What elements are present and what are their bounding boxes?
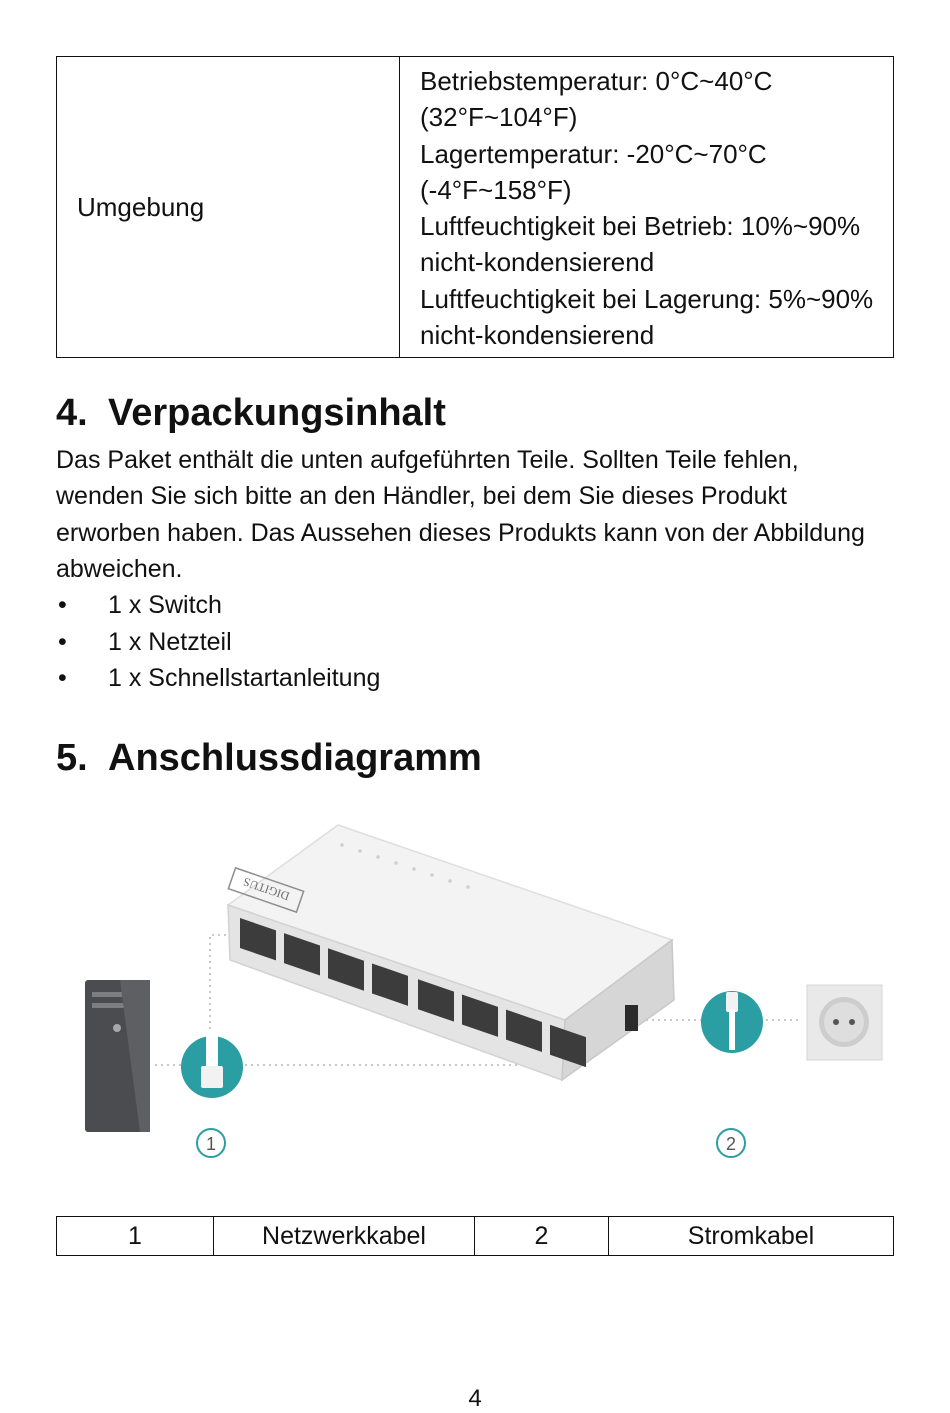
section-title: Verpackungsinhalt <box>108 392 446 434</box>
legend-number-1: 1 <box>57 1217 214 1256</box>
package-items-list <box>56 587 380 697</box>
section-title: Anschlussdiagramm <box>108 737 482 779</box>
wall-socket-icon <box>807 985 882 1060</box>
item-text: 1 x Switch <box>108 591 222 619</box>
callout-2-number: 2 <box>725 1134 737 1154</box>
section-heading-connection-diagram <box>56 737 482 780</box>
spec-line: (32°F~104°F) <box>420 102 578 133</box>
page-number: 4 <box>468 1385 482 1412</box>
legend-label-power-cable: Stromkabel <box>609 1217 894 1256</box>
callout-1 <box>197 1129 225 1157</box>
section-number: 4. <box>56 392 88 434</box>
connection-diagram <box>80 810 900 1170</box>
spec-line: nicht-kondensierend <box>420 247 655 278</box>
bullet: • <box>58 591 67 619</box>
spec-line: Lagertemperatur: -20°C~70°C <box>420 138 767 169</box>
section-number: 5. <box>56 737 88 779</box>
legend-label-network-cable: Netzwerkkabel <box>214 1217 475 1256</box>
spec-line: (-4°F~158°F) <box>420 174 572 205</box>
list-item <box>56 587 380 624</box>
spec-line: Betriebstemperatur: 0°C~40°C <box>420 66 773 96</box>
environment-spec-table <box>56 56 894 358</box>
logo-text: DIGITUS <box>241 874 292 904</box>
spec-line: nicht-kondensierend <box>420 320 655 351</box>
power-cable-icon <box>701 991 763 1053</box>
list-item <box>56 624 380 661</box>
section-heading-package-contents <box>56 392 446 435</box>
power-jack <box>625 1005 638 1031</box>
callout-2 <box>717 1129 745 1157</box>
item-text: 1 x Schnellstartanleitung <box>108 664 381 692</box>
spec-line: Luftfeuchtigkeit bei Betrieb: 10%~90% <box>420 211 861 242</box>
list-item <box>56 660 380 697</box>
network-switch-image <box>228 825 674 1080</box>
network-cable-icon <box>181 1032 243 1098</box>
legend-number-2: 2 <box>475 1217 609 1256</box>
callout-1-number: 1 <box>205 1134 217 1154</box>
bullet: • <box>58 664 67 692</box>
bullet: • <box>58 627 67 656</box>
computer-icon <box>85 980 150 1132</box>
spec-label-environment: Umgebung <box>57 57 400 358</box>
spec-line: Luftfeuchtigkeit bei Lagerung: 5%~90% <box>420 283 874 314</box>
package-contents-paragraph: Das Paket enthält die unten aufgeführten Teile. Sollten Teile fehlen, wenden Sie sich bitte an den Händler, bei dem Sie dieses Produkt erworben haben. Das Aussehen dieses Produkts kann von der Abbildung abweichen. <box>56 446 865 583</box>
diagram-legend-table <box>56 1216 894 1256</box>
item-text: 1 x Netzteil <box>108 627 232 656</box>
spec-values-cell <box>400 57 894 358</box>
